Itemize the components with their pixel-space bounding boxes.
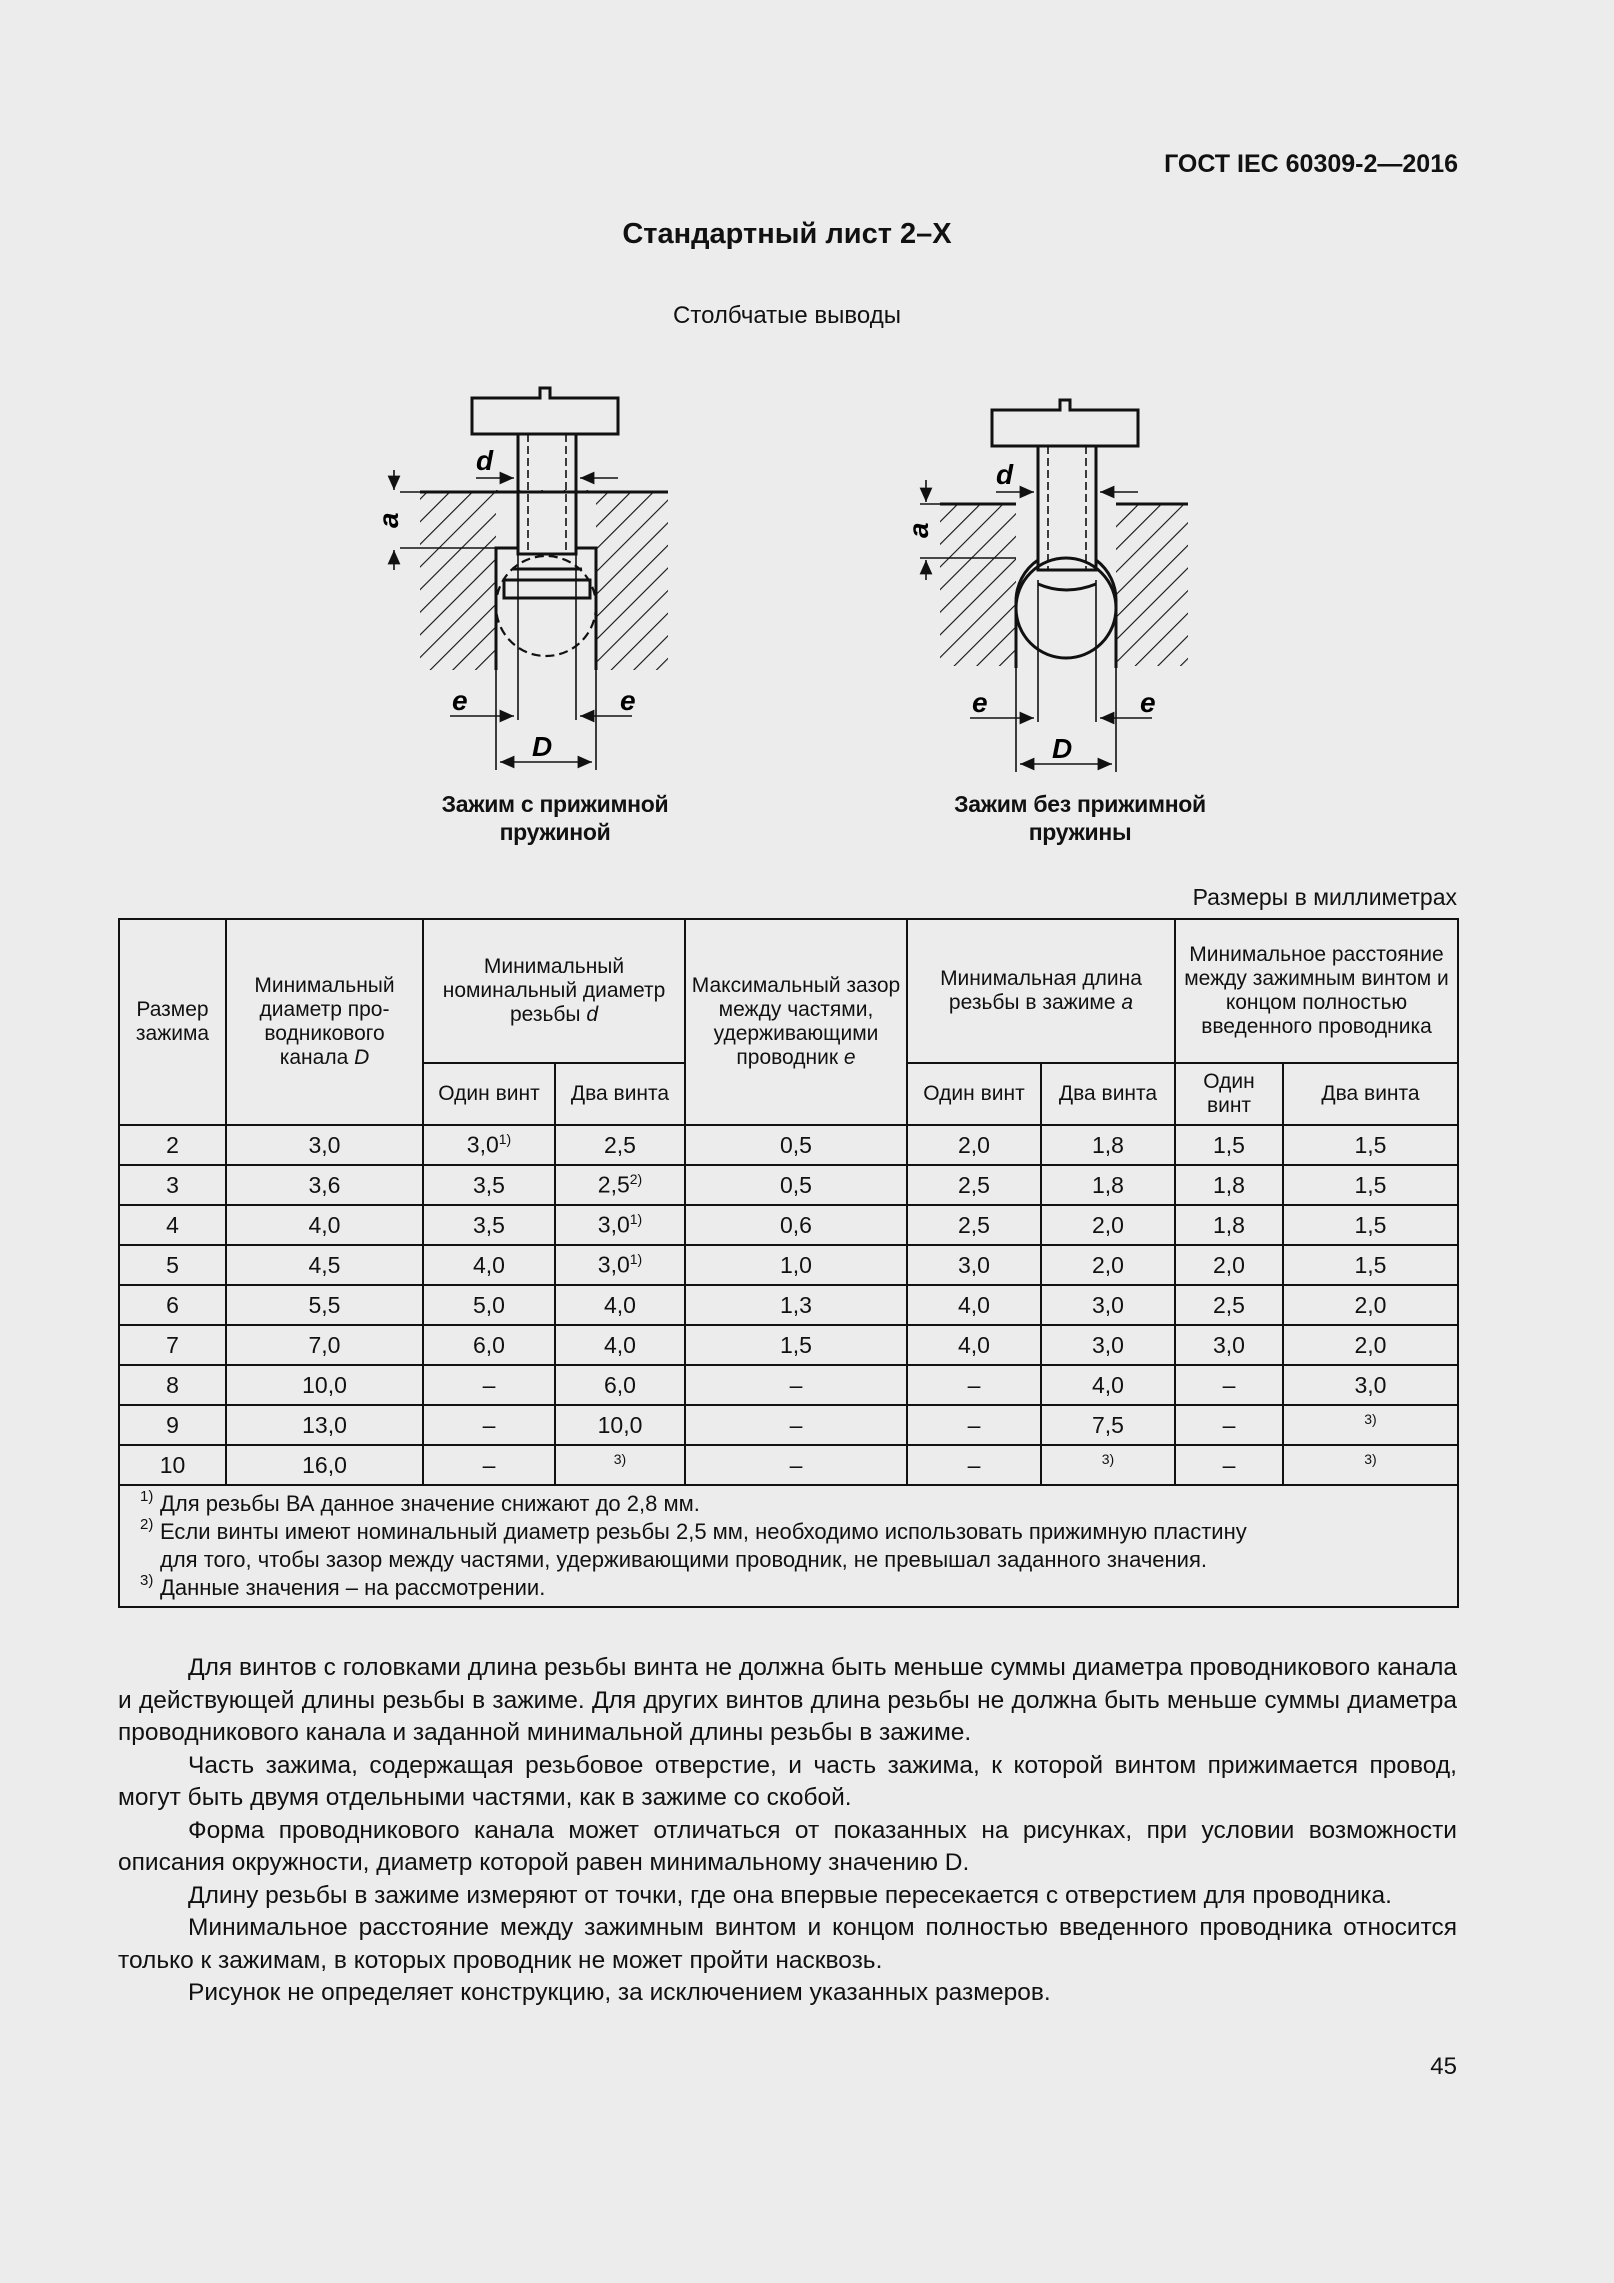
table-cell: 6,0 — [555, 1365, 685, 1405]
terminal-drawings — [373, 380, 1240, 780]
table-cell: 3) — [1283, 1405, 1458, 1445]
dim-d-label: d — [996, 459, 1014, 490]
body-paragraph: Форма проводникового канала может отличаться от показанных на рисунках, при условии возможности описания окружности, диаметр которой равен минимальному значению D. — [118, 1816, 1457, 1876]
table-cell: 7 — [119, 1325, 226, 1365]
dim-e-right-label: e — [620, 685, 636, 716]
dim-e-left-label: e — [972, 687, 988, 718]
table-cell: 4,0 — [907, 1325, 1041, 1365]
table-cell: 1,8 — [1041, 1165, 1175, 1205]
table-cell: 3,0 — [1283, 1365, 1458, 1405]
units-note: Размеры в миллиметрах — [1192, 884, 1457, 910]
table-cell: – — [1175, 1365, 1283, 1405]
table-cell: 1,5 — [1283, 1165, 1458, 1205]
table-cell: 6 — [119, 1285, 226, 1325]
header-one-screw: Один винт — [907, 1063, 1041, 1125]
table-cell: 4 — [119, 1205, 226, 1245]
table-cell: 9 — [119, 1405, 226, 1445]
table-cell: 4,0 — [555, 1285, 685, 1325]
table-cell: 1,8 — [1175, 1165, 1283, 1205]
header-size: Размер зажима — [119, 919, 226, 1125]
table-cell: 7,0 — [226, 1325, 423, 1365]
table-cell: 2,5$^{2)}$ — [555, 1165, 685, 1205]
body-text — [118, 1652, 1457, 2010]
table-cell: – — [1175, 1405, 1283, 1445]
table-cell: 2,5 — [907, 1165, 1041, 1205]
table-row — [119, 1285, 1458, 1325]
table-cell: 3,0 — [1175, 1325, 1283, 1365]
table-cell: 1,5 — [685, 1325, 907, 1365]
table-cell: – — [685, 1365, 907, 1405]
figure-caption-left: Зажим с прижимной пружиной — [441, 791, 669, 845]
table-cell: 6,0 — [423, 1325, 555, 1365]
table-cell: – — [685, 1445, 907, 1485]
table-cell: 3) — [555, 1445, 685, 1485]
table-cell: 0,5 — [685, 1165, 907, 1205]
body-paragraph: Минимальное расстояние между зажимным винтом и концом полностью введенного проводника относится только к зажимам, в которых проводник не может пройти насквозь. — [118, 1914, 1457, 1974]
footnote-2: 2) Если винты имеют номинальный диаметр резьбы 2,5 мм, необходимо использовать прижимную пластину — [140, 1516, 1247, 1544]
table-cell: 1,5 — [1283, 1205, 1458, 1245]
table-cell: 1,5 — [1283, 1245, 1458, 1285]
table-cell: 2,0 — [1283, 1285, 1458, 1325]
sheet-title: Стандартный лист 2–Х — [622, 218, 952, 250]
table-cell: 3,5 — [423, 1165, 555, 1205]
table-cell: – — [685, 1405, 907, 1445]
body-paragraph: Рисунок не определяет конструкцию, за исключением указанных размеров. — [188, 1979, 1051, 2006]
body-paragraph: Длину резьбы в зажиме измеряют от точки, где она впервые пересекается с отверстием для проводника. — [188, 1881, 1392, 1909]
table-cell: 10,0 — [226, 1365, 423, 1405]
body-paragraph: Часть зажима, содержащая резьбовое отверстие, и часть зажима, к которой винтом прижимается провод, могут быть двумя отдельными частями, как в зажиме со скобой. — [118, 1751, 1457, 1811]
header-two-screws: Два винта — [1041, 1063, 1175, 1125]
table-cell: 10 — [119, 1445, 226, 1485]
table-cell: 3) — [1041, 1445, 1175, 1485]
table-row — [119, 1325, 1458, 1365]
header-one-screw: Один винт — [1175, 1063, 1283, 1125]
table-cell: 4,0 — [907, 1285, 1041, 1325]
table-cell: 3,0 — [1041, 1325, 1175, 1365]
table-cell: 3,6 — [226, 1165, 423, 1205]
table-cell: 1,3 — [685, 1285, 907, 1325]
table-cell: 3,0$^{1)}$ — [423, 1125, 555, 1165]
table-cell: 3,0 — [1041, 1285, 1175, 1325]
header-min-distance: Минимальное расстояние между зажимным винтом и концом полностью введенного проводника — [1175, 919, 1458, 1063]
table-cell: 2,5 — [907, 1205, 1041, 1245]
table-cell: 4,5 — [226, 1245, 423, 1285]
dim-D-label: D — [532, 731, 553, 762]
table-cell: 1,8 — [1041, 1125, 1175, 1165]
table-cell: 4,0 — [423, 1245, 555, 1285]
table-cell: 3,0 — [907, 1245, 1041, 1285]
header-two-screws: Два винта — [555, 1063, 685, 1125]
dim-e-right-label: e — [1140, 687, 1156, 718]
table-cell: 5 — [119, 1245, 226, 1285]
table-cell: 4,0 — [555, 1325, 685, 1365]
table-cell: 0,6 — [685, 1205, 907, 1245]
dim-D-label: D — [1052, 733, 1073, 764]
table-row — [119, 1205, 1458, 1245]
table-cell: 8 — [119, 1365, 226, 1405]
page-number: 45 — [1430, 2053, 1457, 2080]
footnote-2-continuation: для того, чтобы зазор между частями, удерживающими проводник, не превышал заданного значения. — [160, 1547, 1207, 1572]
body-paragraph: Для винтов с головками длина резьбы винта не должна быть меньше суммы диаметра проводникового канала и действующей длины резьбы в зажиме. Для других винтов длина резьбы не должна быть меньше суммы диаметра проводникового канала и заданной минимальной длины резьбы в зажиме. — [118, 1654, 1457, 1746]
table-cell: – — [423, 1365, 555, 1405]
table-cell: 3) — [1283, 1445, 1458, 1485]
table-cell: 7,5 — [1041, 1405, 1175, 1445]
header-one-screw: Один винт — [423, 1063, 555, 1125]
table-cell: 2,0 — [1175, 1245, 1283, 1285]
header-thread-diameter: Минимальный номинальный диаметр резьбы d — [423, 919, 685, 1063]
figure-caption-right: Зажим без прижимной пружины — [954, 791, 1206, 845]
table-cell: 4,0 — [1041, 1365, 1175, 1405]
table-cell: 3,0$^{1)}$ — [555, 1205, 685, 1245]
terminal-dimensions-table — [118, 918, 1459, 1608]
table-row — [119, 1245, 1458, 1285]
table-cell: 2,5 — [555, 1125, 685, 1165]
table-cell: 2 — [119, 1125, 226, 1165]
table-cell: 5,5 — [226, 1285, 423, 1325]
table-cell: 2,0 — [1041, 1205, 1175, 1245]
footnote-1: 1) Для резьбы ВА данное значение снижают до 2,8 мм. — [140, 1488, 700, 1516]
table-cell: 4,0 — [226, 1205, 423, 1245]
table-cell: – — [907, 1405, 1041, 1445]
table-cell: 3,5 — [423, 1205, 555, 1245]
table-row — [119, 1165, 1458, 1205]
table-row — [119, 1125, 1458, 1165]
table-cell: 13,0 — [226, 1405, 423, 1445]
table-cell: – — [1175, 1445, 1283, 1485]
table-footnotes — [119, 1485, 1458, 1607]
table-cell: 1,0 — [685, 1245, 907, 1285]
dim-d-label: d — [476, 445, 494, 476]
table-cell: 16,0 — [226, 1445, 423, 1485]
header-max-gap: Максимальный зазор между частями, удерживающими проводник e — [685, 919, 907, 1125]
table-cell: 3 — [119, 1165, 226, 1205]
header-thread-length: Минимальная длина резьбы в зажиме a — [907, 919, 1175, 1063]
table-cell: – — [907, 1445, 1041, 1485]
section-subtitle: Столбчатые выводы — [673, 302, 901, 329]
dim-e-left-label: e — [452, 685, 468, 716]
table-cell: 2,0 — [907, 1125, 1041, 1165]
dim-a-label: a — [903, 522, 934, 538]
table-row — [119, 1365, 1458, 1405]
table-cell: 2,5 — [1175, 1285, 1283, 1325]
table-cell: – — [907, 1365, 1041, 1405]
table-row — [119, 1445, 1458, 1485]
footnote-3: 3) Данные значения – на рассмотрении. — [140, 1572, 546, 1600]
table-row — [119, 1405, 1458, 1445]
table-cell: 10,0 — [555, 1405, 685, 1445]
table-cell: 1,8 — [1175, 1205, 1283, 1245]
table-cell: 5,0 — [423, 1285, 555, 1325]
table-cell: 1,5 — [1283, 1125, 1458, 1165]
document-code: ГОСТ IEC 60309-2—2016 — [1164, 150, 1458, 178]
table-cell: – — [423, 1405, 555, 1445]
table-cell: – — [423, 1445, 555, 1485]
dim-a-label: a — [373, 512, 404, 528]
table-cell: 0,5 — [685, 1125, 907, 1165]
table-cell: 2,0 — [1041, 1245, 1175, 1285]
left-drawing — [373, 388, 668, 770]
header-two-screws: Два винта — [1283, 1063, 1458, 1125]
header-min-diameter: Минимальный диаметр про-водникового канала D — [226, 919, 423, 1125]
table-cell: 2,0 — [1283, 1325, 1458, 1365]
right-drawing — [903, 400, 1188, 772]
table-cell: 3,0 — [226, 1125, 423, 1165]
table-cell: 3,0$^{1)}$ — [555, 1245, 685, 1285]
table-cell: 1,5 — [1175, 1125, 1283, 1165]
